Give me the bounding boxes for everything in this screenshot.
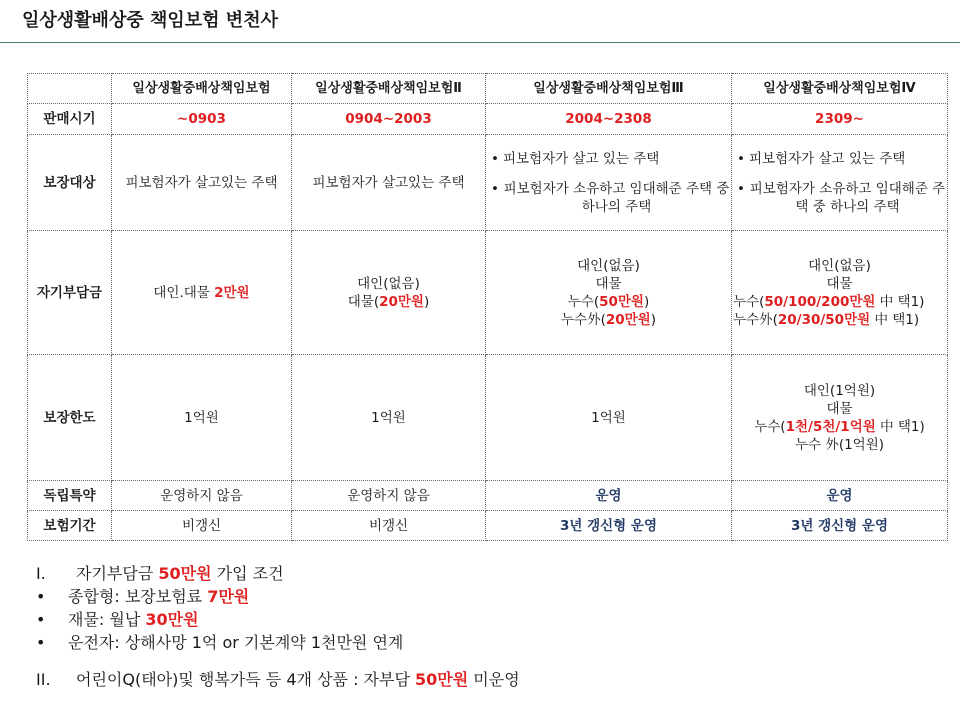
note-1 (36, 562, 520, 585)
sale-period-4: 2309~ (732, 104, 948, 135)
deductible-3-line-4: 누수外(20만원) (560, 311, 656, 328)
note-1-marker: I. (36, 564, 46, 583)
bullet-icon: • (491, 180, 499, 197)
note-bullet-2 (36, 608, 520, 631)
row-label-deductible: 자기부담금 (28, 231, 112, 355)
deductible-4-line-4: 누수外(20/30/50만원 中 택1) (733, 311, 920, 328)
table-header-row (28, 74, 948, 104)
note-bullet-2-text: 재물: 월납 (68, 610, 146, 629)
insurance-period-1: 비갱신 (112, 511, 292, 541)
note-bullet-3-text: 운전자: 상해사망 1억 or 기본계약 1천만원 연계 (68, 633, 404, 652)
sale-period-2: 0904~2003 (292, 104, 486, 135)
table-row-insurance-period (28, 511, 948, 541)
bullet-icon: • (36, 587, 46, 606)
note-1-amount: 50만원 (158, 564, 212, 583)
bullet-icon: • (36, 633, 46, 652)
coverage-target-4-item-1: 피보험자가 살고 있는 주택 (749, 150, 906, 167)
insurance-period-3: 3년 갱신형 운영 (486, 511, 732, 541)
coverage-target-3-item-1: 피보험자가 살고 있는 주택 (503, 150, 660, 167)
coverage-target-1 (112, 135, 292, 231)
deductible-3-line-3: 누수(50만원) (567, 293, 650, 310)
deductible-3-line-2: 대물 (595, 275, 622, 292)
independent-rider-1: 운영하지 않음 (112, 481, 292, 511)
table-row-coverage-target (28, 135, 948, 231)
independent-rider-3: 운영 (486, 481, 732, 511)
deductible-4 (732, 231, 948, 355)
deductible-1 (112, 231, 292, 355)
deductible-2-line-2: 대물(20만원) (347, 293, 430, 310)
note-2-amount: 50만원 (415, 670, 469, 689)
history-table (27, 73, 948, 541)
coverage-limit-2: 1억원 (292, 355, 486, 481)
note-1-text: 자기부담금 (76, 564, 159, 583)
table-row-deductible (28, 231, 948, 355)
note-2 (36, 668, 520, 691)
insurance-period-2: 비갱신 (292, 511, 486, 541)
row-label-coverage-target: 보장대상 (28, 135, 112, 231)
page-title: 일상생활배상중 책임보험 변천사 (22, 10, 278, 31)
deductible-2-line-1: 대인(없음) (357, 275, 420, 292)
list-item (733, 150, 946, 168)
coverage-limit-4-line-3: 누수(1천/5천/1억원 中 택1) (754, 418, 925, 435)
note-1-suffix: 가입 조건 (211, 564, 284, 583)
column-header-1: 일상생활중배상책임보험 (112, 74, 292, 104)
bullet-icon: • (491, 150, 499, 167)
coverage-limit-3: 1억원 (486, 355, 732, 481)
deductible-1-amount: 2만원 (214, 284, 250, 301)
note-bullet-1-amount: 7만원 (207, 587, 250, 606)
list-item (487, 180, 730, 216)
sale-period-3: 2004~2308 (486, 104, 732, 135)
list-item (487, 150, 730, 168)
independent-rider-2: 운영하지 않음 (292, 481, 486, 511)
notes-section (36, 562, 520, 691)
row-label-insurance-period: 보험기간 (28, 511, 112, 541)
deductible-2 (292, 231, 486, 355)
column-header-2: 일상생활중배상책임보험Ⅱ (292, 74, 486, 104)
independent-rider-4: 운영 (732, 481, 948, 511)
coverage-target-4-item-2: 피보험자가 소유하고 임대해준 주택 중 하나의 주택 (749, 180, 946, 215)
row-label-coverage-limit: 보장한도 (28, 355, 112, 481)
row-label-sale-period: 판매시기 (28, 104, 112, 135)
deductible-4-line-1: 대인(없음) (808, 257, 871, 274)
deductible-1-text: 대인.대물 (153, 284, 215, 301)
note-2-suffix: 미운영 (468, 670, 520, 689)
column-header-4: 일상생활중배상책임보험Ⅳ (732, 74, 948, 104)
title-divider (0, 42, 960, 43)
note-bullet-3 (36, 631, 520, 654)
insurance-period-4: 3년 갱신형 운영 (732, 511, 948, 541)
coverage-target-2-text: 피보험자가 살고있는 주택 (312, 174, 465, 191)
coverage-target-4 (732, 135, 948, 231)
coverage-target-3-item-2: 피보험자가 소유하고 임대해준 주택 중 하나의 주택 (503, 180, 730, 215)
note-2-marker: II. (36, 670, 51, 689)
note-bullet-1-text: 종합형: 보장보험료 (68, 587, 208, 606)
deductible-3 (486, 231, 732, 355)
table-row-independent-rider (28, 481, 948, 511)
list-item (733, 180, 946, 216)
column-header-3: 일상생활중배상책임보험Ⅲ (486, 74, 732, 104)
coverage-target-1-text: 피보험자가 살고있는 주택 (125, 174, 278, 191)
bullet-icon: • (737, 180, 745, 197)
coverage-target-3 (486, 135, 732, 231)
table-row-coverage-limit (28, 355, 948, 481)
coverage-limit-1: 1억원 (112, 355, 292, 481)
deductible-4-line-2: 대물 (826, 275, 853, 292)
bullet-icon: • (737, 150, 745, 167)
deductible-4-line-3: 누수(50/100/200만원 中 택1) (733, 293, 925, 310)
table-row-sale-period (28, 104, 948, 135)
sale-period-1: ~0903 (112, 104, 292, 135)
note-bullet-2-amount: 30만원 (145, 610, 199, 629)
note-bullet-1 (36, 585, 520, 608)
coverage-target-2 (292, 135, 486, 231)
corner-cell (28, 74, 112, 104)
row-label-independent-rider: 독립특약 (28, 481, 112, 511)
coverage-limit-4-line-1: 대인(1억원) (803, 382, 876, 399)
bullet-icon: • (36, 610, 46, 629)
coverage-limit-4-line-4: 누수 外(1억원) (794, 436, 885, 453)
coverage-limit-4-line-2: 대물 (826, 400, 853, 417)
note-2-text: 어린이Q(태아)및 행복가득 등 4개 상품 : 자부담 (76, 670, 416, 689)
deductible-3-line-1: 대인(없음) (577, 257, 640, 274)
coverage-limit-4 (732, 355, 948, 481)
